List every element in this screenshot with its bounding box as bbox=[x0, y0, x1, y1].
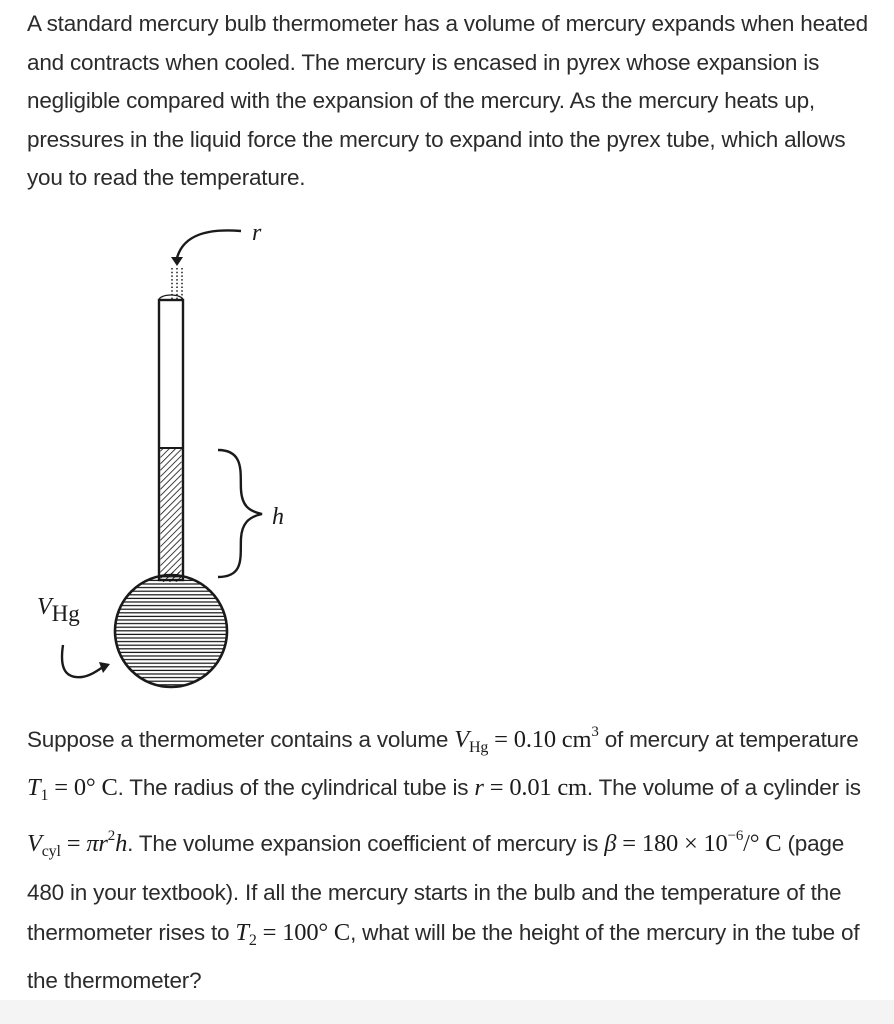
problem-paragraph: Suppose a thermometer contains a volume $V_{Hg} = 0.10$ $cm^3$ of mercury at temperature $T_1 = 0^\circ$ C. The radius of the cylindrical tube is r = 0.01 cm. The volume of a cylinder is $V_{cyl} = \pi r^2h$. The volume expansion coefficient of mercury is $\beta = 180 \times 10^{-6}/^\circ$ C (page 480 in your textbook). If all the mercury starts in the bulb and the temperature of the thermometer rises to $T_2 = 100^\circ$ C, what will be the height of the mercury in the tube of the thermometer? bbox=[27, 724, 861, 994]
volume-arrow bbox=[62, 645, 103, 677]
height-brace bbox=[218, 450, 262, 577]
radius-arrowhead bbox=[171, 257, 183, 266]
radius-label: r bbox=[252, 220, 262, 246]
height-label: h bbox=[272, 504, 284, 530]
radius-arrow bbox=[177, 230, 241, 258]
intro-paragraph: A standard mercury bulb thermometer has a volume of mercury expands when heated and contracts when cooled. The mercury is encased in pyrex whose expansion is negligible compared with the expansion of the mercury. As the mercury heats up, pressures in the liquid force the mercury to expand into the pyrex tube, which allows you to read the temperature. bbox=[27, 11, 868, 190]
volume-label: VHg bbox=[37, 594, 80, 626]
bottom-band bbox=[0, 1000, 894, 1024]
mercury-column bbox=[161, 448, 182, 578]
